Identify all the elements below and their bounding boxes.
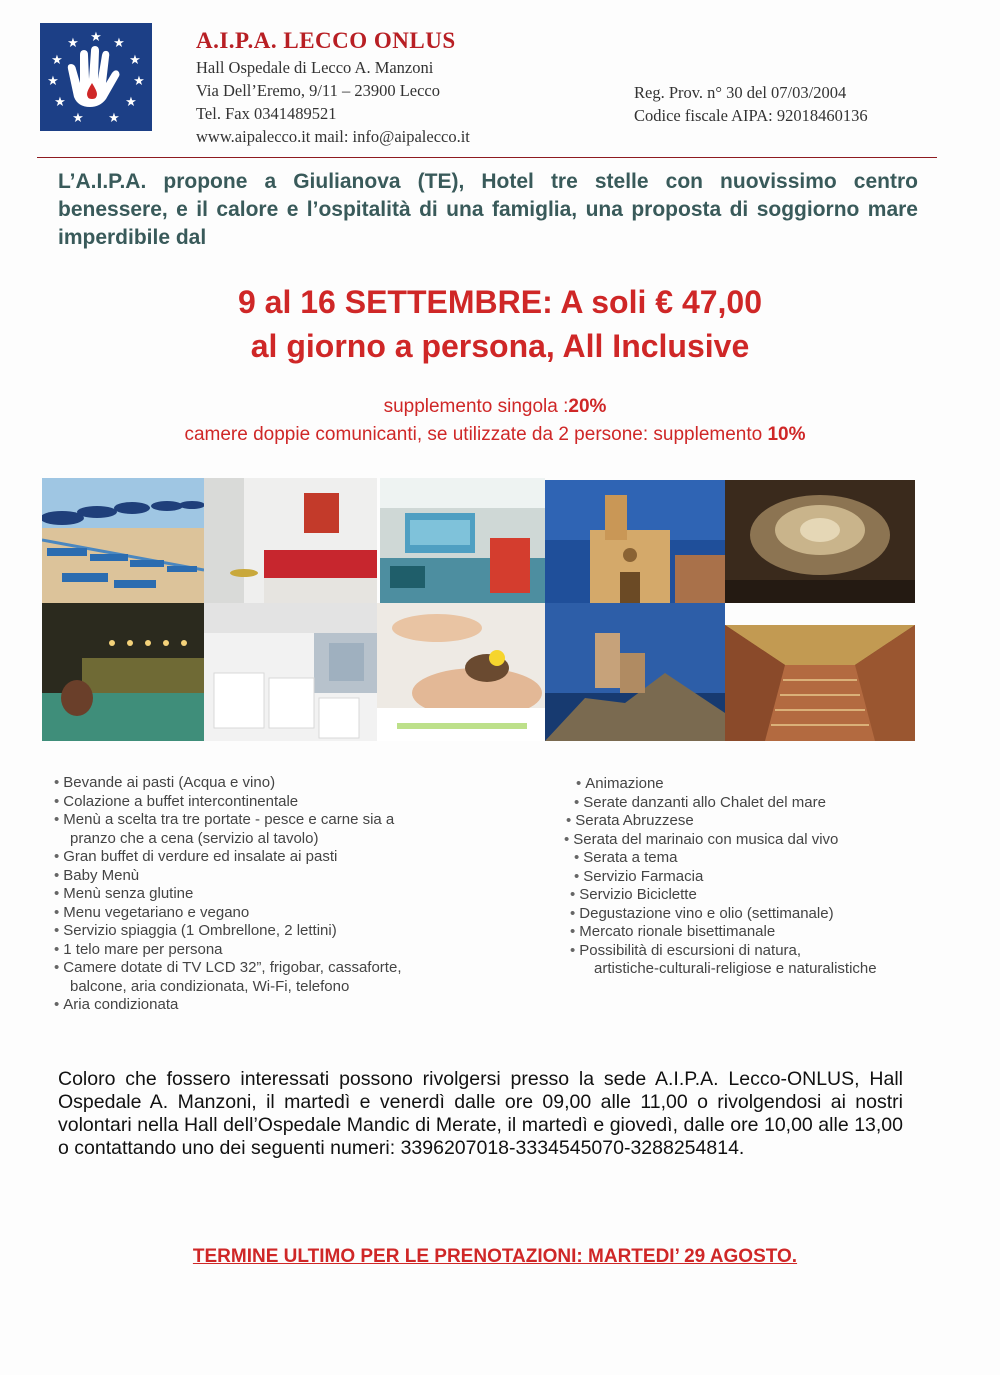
- photo-frescoed-staircase: [725, 625, 915, 741]
- org-name: A.I.P.A. LECCO ONLUS: [196, 28, 456, 53]
- list-item: • Menù senza glutine: [54, 885, 401, 904]
- list-item: • Colazione a buffet intercontinentale: [54, 793, 401, 812]
- svg-text:★: ★: [54, 95, 66, 110]
- services-list-right: [566, 775, 877, 979]
- photo-beach-umbrellas: [42, 478, 204, 603]
- list-item: • Bevande ai pasti (Acqua e vino): [54, 774, 401, 793]
- svg-text:★: ★: [72, 111, 84, 126]
- photo-hotel-lounge: [380, 478, 545, 603]
- list-item: • Possibilità di escursioni di natura,: [570, 942, 877, 961]
- registration-number: Reg. Prov. n° 30 del 07/03/2004: [634, 83, 847, 102]
- svg-text:★: ★: [133, 74, 145, 89]
- photo-grotto-cave: [725, 480, 915, 603]
- list-item: pranzo che a cena (servizio al tavolo): [70, 829, 319, 847]
- list-item: • Serate danzanti allo Chalet del mare: [574, 794, 877, 813]
- list-item: • Degustazione vino e olio (settimanale): [570, 905, 877, 924]
- tax-code: Codice fiscale AIPA: 92018460136: [634, 106, 868, 125]
- list-item: • Servizio Farmacia: [574, 868, 877, 887]
- booking-deadline: TERMINE ULTIMO PER LE PRENOTAZIONI: MARTEDI’ 29 AGOSTO.: [192, 1246, 798, 1267]
- address-line-1: Hall Ospedale di Lecco A. Manzoni: [196, 58, 434, 77]
- services-list-left: [54, 774, 401, 1015]
- svg-text:★: ★: [113, 36, 125, 51]
- list-item: artistiche-culturali-religiose e naturalistiche: [594, 960, 877, 977]
- svg-text:★: ★: [125, 95, 137, 110]
- single-supplement-label: supplemento singola :: [383, 396, 569, 417]
- phone-fax: Tel. Fax 0341489521: [196, 104, 337, 123]
- web-email: www.aipalecco.it mail: info@aipalecco.it: [196, 127, 470, 146]
- svg-text:★: ★: [129, 53, 141, 68]
- list-item: • Servizio Biciclette: [570, 886, 877, 905]
- svg-text:★: ★: [51, 53, 63, 68]
- list-item: • Serata a tema: [574, 849, 877, 868]
- double-room-supplement: [0, 424, 990, 446]
- photo-dining-hall: [204, 603, 377, 741]
- double-supplement-value: 10%: [767, 424, 806, 445]
- list-item: • Serata Abruzzese: [566, 812, 877, 831]
- photo-hilltop-castle: [545, 603, 725, 741]
- photo-spa-pool: [42, 603, 204, 741]
- contact-paragraph: Coloro che fossero interessati possono rivolgersi presso la sede A.I.P.A. Lecco-ONLUS, Hall Ospedale A. Manzoni, il martedì e venerdì dalle ore 09,00 alle 11,00 o rivolgendosi ai nostri volontari nella Hall dell’Ospedale Mandic di Merate, il martedì e giovedì, dalle ore 10,00 alle 13,00 o contattando uno dei seguenti numeri: 3396207018-3334545070-3288254814.: [58, 1068, 903, 1159]
- single-supplement: [0, 396, 990, 418]
- intro-paragraph: L’A.I.P.A. propone a Giulianova (TE), Hotel tre stelle con nuovissimo centro benessere, e il calore e l’ospitalità di una famiglia, una proposta di soggiorno mare imperdibile dal: [58, 170, 918, 249]
- svg-text:★: ★: [90, 30, 102, 45]
- list-item: • Menù a scelta tra tre portate - pesce e carne sia a: [54, 811, 401, 830]
- list-item: balcone, aria condizionata, Wi-Fi, telefono: [70, 977, 350, 995]
- single-supplement-value: 20%: [568, 396, 607, 417]
- double-supplement-label: camere doppie comunicanti, se utilizzate da 2 persone: supplemento: [184, 424, 768, 445]
- headline-all-inclusive: al giorno a persona, All Inclusive: [250, 328, 750, 364]
- aipa-logo: [40, 23, 152, 131]
- list-item: • Gran buffet di verdure ed insalate ai pasti: [54, 848, 401, 867]
- list-item: • Camere dotate di TV LCD 32”, frigobar, cassaforte,: [54, 959, 401, 978]
- list-item: • Menu vegetariano e vegano: [54, 904, 401, 923]
- photo-spa-massage: [377, 603, 545, 741]
- list-item: • Mercato rionale bisettimanale: [570, 923, 877, 942]
- headline-dates-price: 9 al 16 SETTEMBRE: A soli € 47,00: [237, 284, 763, 320]
- svg-text:★: ★: [47, 74, 59, 89]
- hand-stars-icon: [40, 23, 152, 131]
- svg-text:★: ★: [67, 36, 79, 51]
- list-item: • Aria condizionata: [54, 996, 401, 1015]
- list-item: • 1 telo mare per persona: [54, 941, 401, 960]
- photo-church-facade: [545, 480, 725, 603]
- list-item: • Servizio spiaggia (1 Ombrellone, 2 lettini): [54, 922, 401, 941]
- list-item: • Serata del marinaio con musica dal vivo: [564, 831, 877, 850]
- address-line-2: Via Dell’Eremo, 9/11 – 23900 Lecco: [196, 81, 440, 100]
- header-divider: [37, 157, 937, 158]
- list-item: • Baby Menù: [54, 867, 401, 886]
- svg-text:★: ★: [108, 111, 120, 126]
- photo-hotel-room: [204, 478, 377, 603]
- list-item: • Animazione: [576, 775, 877, 794]
